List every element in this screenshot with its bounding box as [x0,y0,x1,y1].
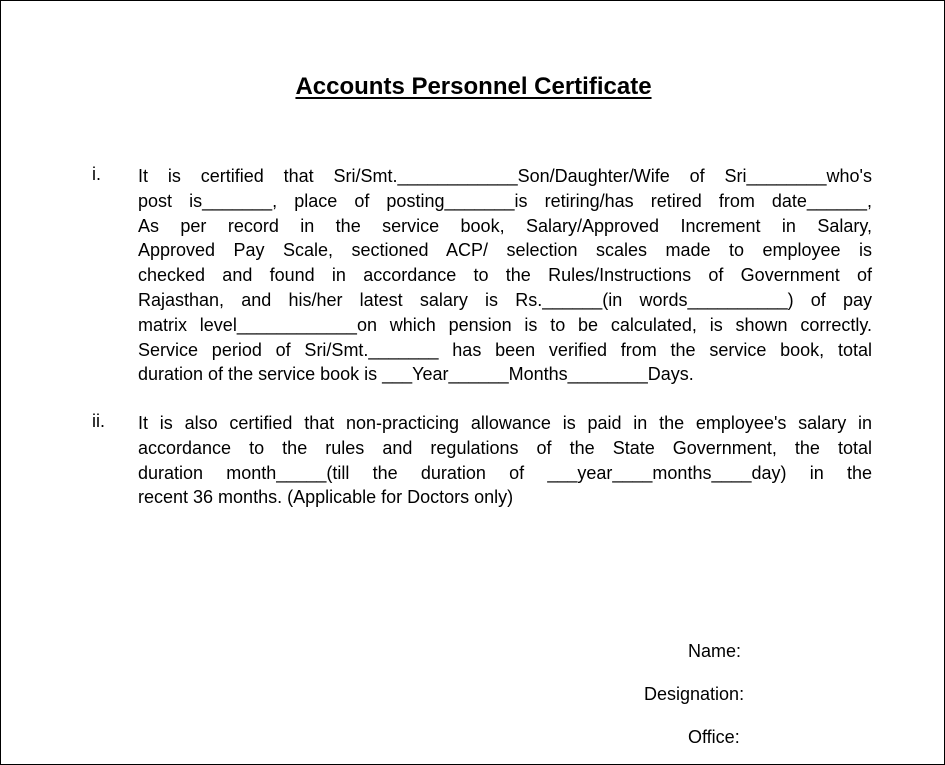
clause-line: It is also certified that non-practicing allowance is paid in the employee's salary in [138,413,872,433]
clause-line: Rajasthan, and his/her latest salary is Rs.______(in words__________) of pay [138,289,872,310]
document-title: Accounts Personnel Certificate [295,73,652,100]
clause-text [138,411,872,510]
signature-name-label: Name: [688,641,742,661]
clause-line: duration of the service book is ___Year______Months________Days. [138,364,694,385]
clause-line: post is_______, place of posting_______is retiring/has retired from date______, [138,190,872,211]
clause-line: accordance to the rules and regulations of the State Government, the total [138,437,872,458]
clause-line: duration month_____(till the duration of ___year____months____day) in the [138,462,872,483]
clause-number: ii. [92,411,105,431]
clause-number: i. [92,164,101,184]
clause-line: Service period of Sri/Smt._______ has been verified from the service book, total [138,339,872,360]
signature-office-label: Office: [688,727,740,747]
clause-line: As per record in the service book, Salary/Approved Increment in Salary, [138,215,872,236]
signature-designation-label: Designation: [644,684,745,704]
clause-line: It is certified that Sri/Smt.____________Son/Daughter/Wife of Sri________who's [138,166,872,186]
clause-line: checked and found in accordance to the Rules/Instructions of Government of [138,265,872,286]
clause-line: matrix level____________on which pension is to be calculated, is shown correctly. [138,314,872,335]
clause-text [138,164,872,387]
clause-line: recent 36 months. (Applicable for Doctors only) [138,487,514,508]
clause-line: Approved Pay Scale, sectioned ACP/ selection scales made to employee is [138,240,872,261]
